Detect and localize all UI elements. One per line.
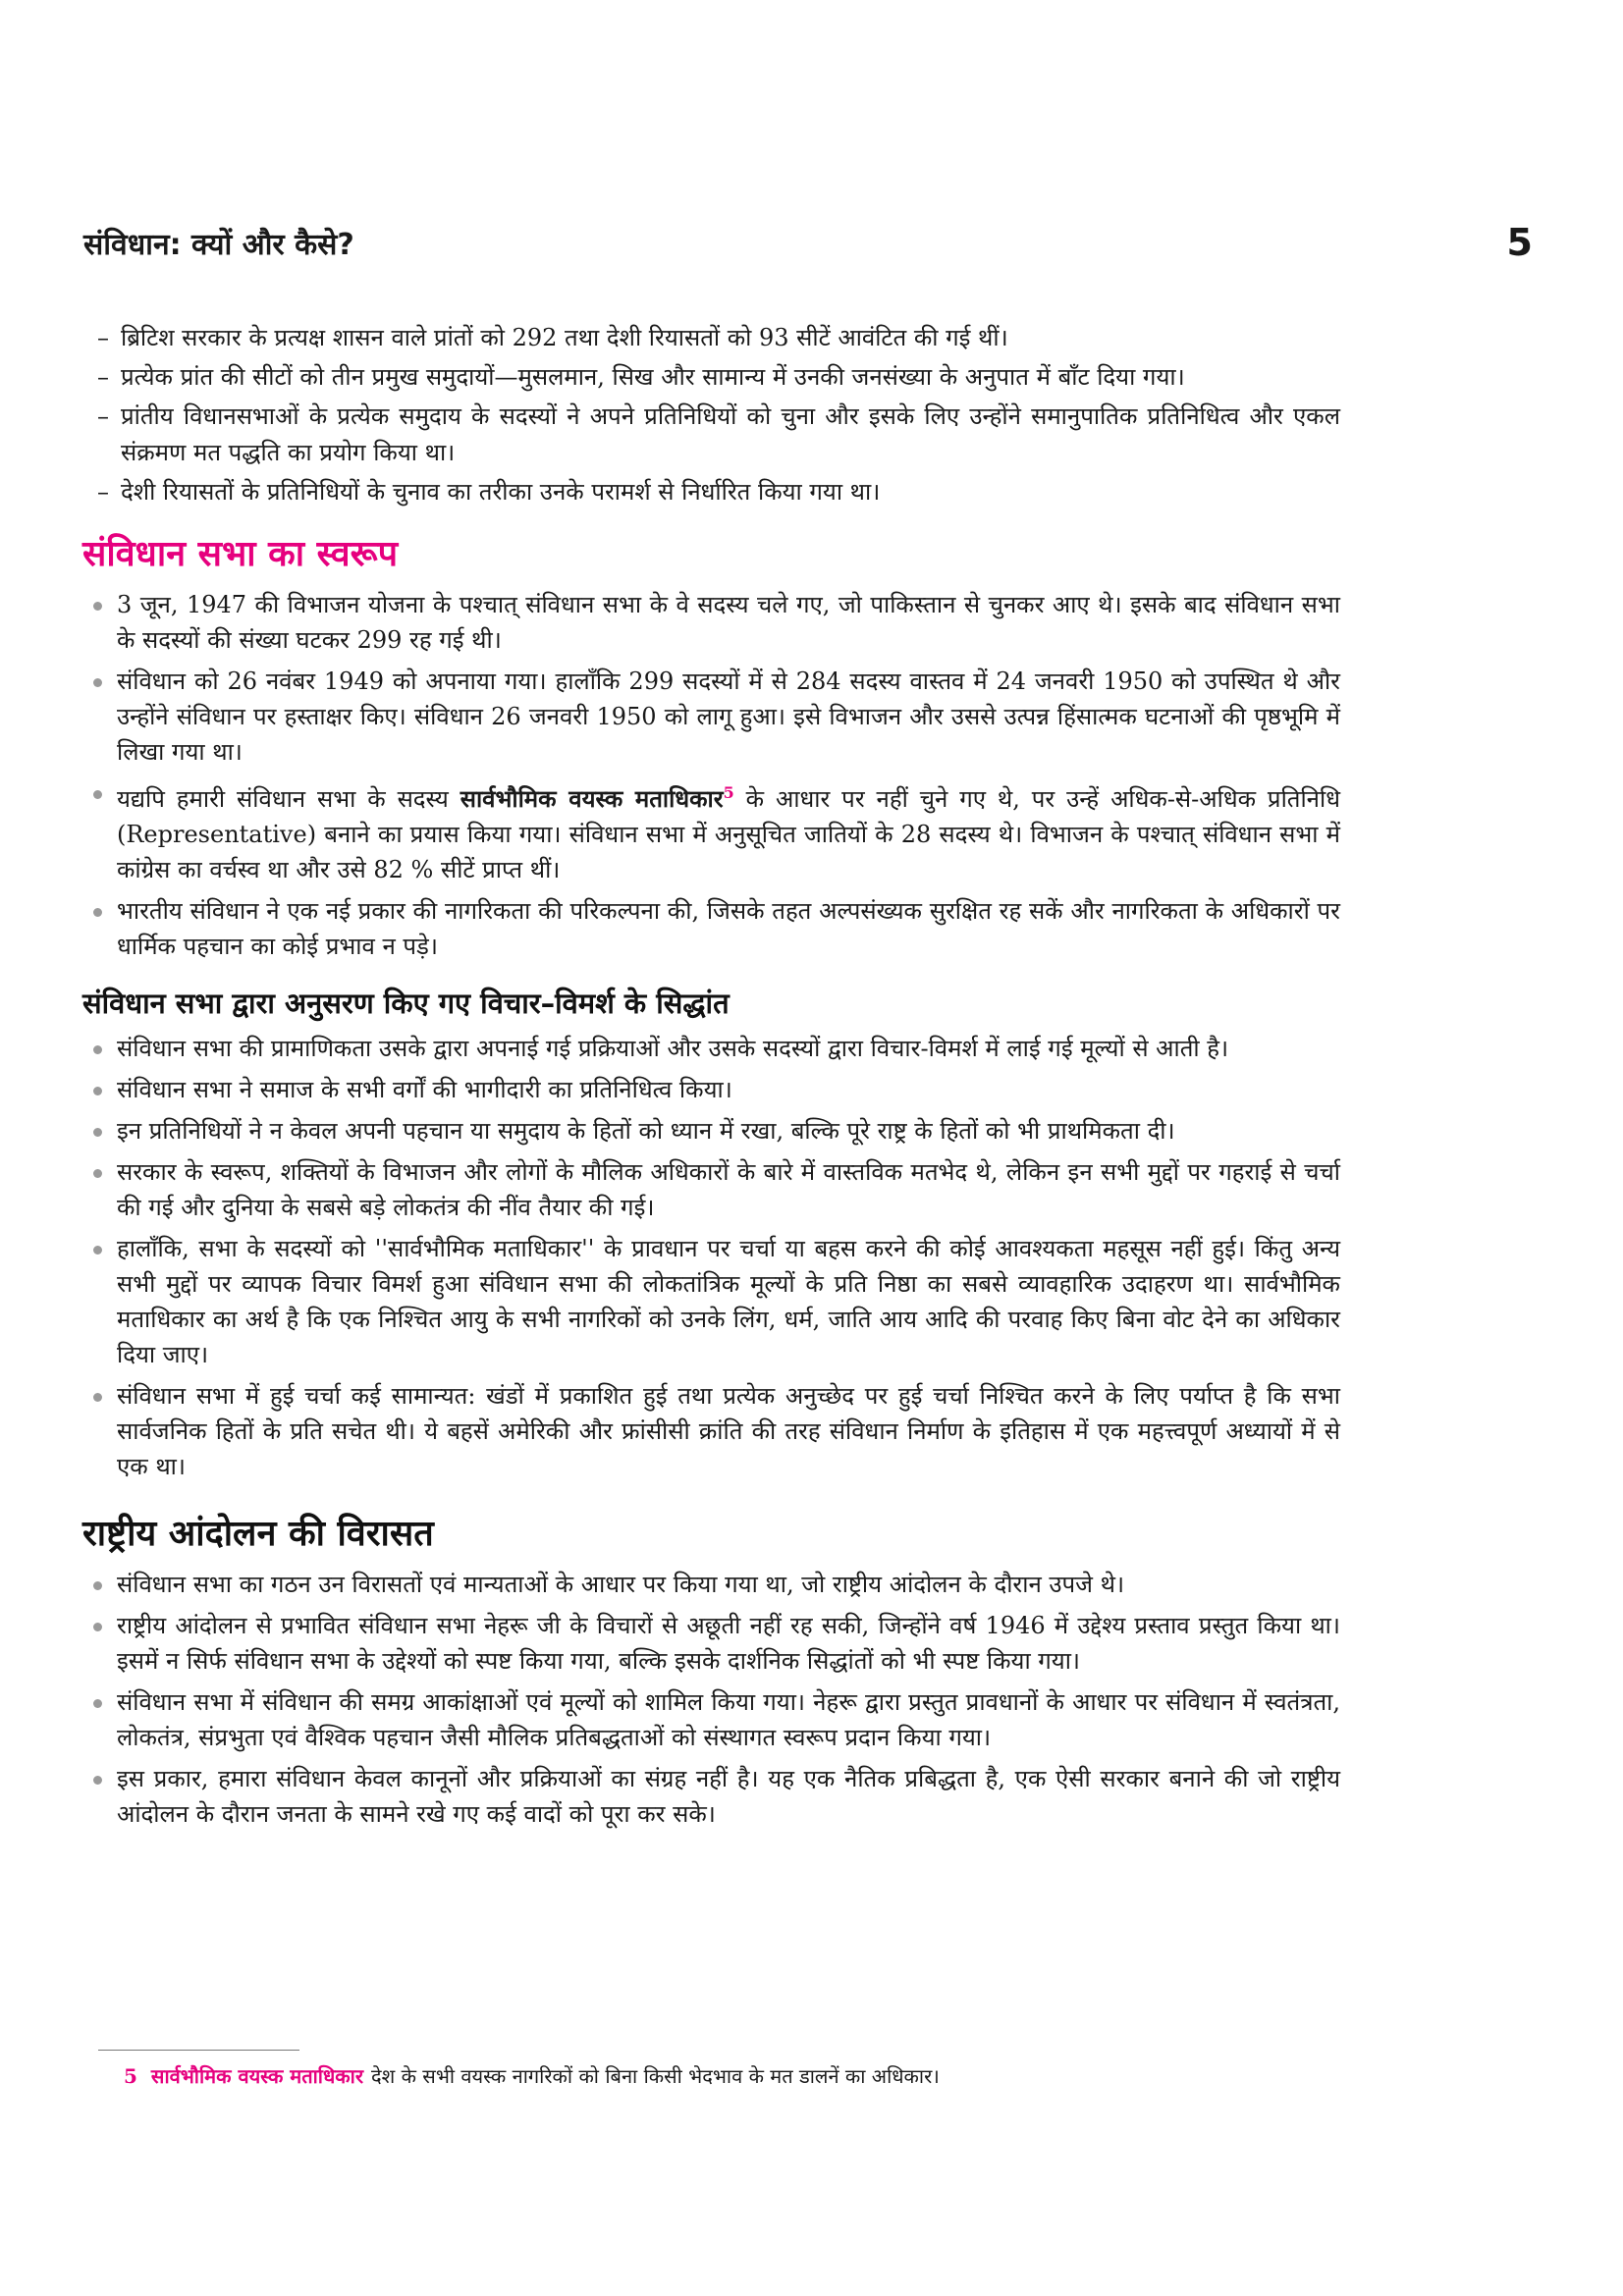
- list-item: इन प्रतिनिधियों ने न केवल अपनी पहचान या समुदाय के हितों को ध्यान में रखा, बल्कि पूरे राष्ट्र के हितों को भी प्राथमिकता दी।: [91, 1113, 1340, 1148]
- section-heading-national-movement-legacy: राष्ट्रीय आंदोलन की विरासत: [82, 1514, 434, 1554]
- list-item: संविधान सभा में संविधान की समग्र आकांक्षाओं एवं मूल्यों को शामिल किया गया। नेहरू द्वारा प्रस्तुत प्रावधानों के आधार पर संविधान में स्वतंत्रता, लोकतंत्र, संप्रभुता एवं वैश्विक पहचान जैसी मौलिक प्रतिबद्धताओं को संस्थागत स्वरूप प्रदान किया गया।: [91, 1684, 1340, 1755]
- list-item: संविधान सभा में हुई चर्चा कई सामान्यत: खंडों में प्रकाशित हुई तथा प्रत्येक अनुच्छेद पर हुई चर्चा निश्चित करने के लिए पर्याप्त है कि सभा सार्वजनिक हितों के प्रति सचेत थी। ये बहसें अमेरिकी और फ्रांसीसी क्रांति की तरह संविधान निर्माण के इतिहास में एक महत्त्वपूर्ण अध्यायों में से एक था।: [91, 1378, 1340, 1484]
- list-item: संविधान सभा की प्रामाणिकता उसके द्वारा अपनाई गई प्रक्रियाओं और उसके सदस्यों द्वारा विचार-विमर्श में लाई गई मूल्यों से आती है।: [91, 1031, 1340, 1066]
- section-heading-assembly-nature: संविधान सभा का स्वरूप: [82, 534, 399, 574]
- list-item: – देशी रियासतों के प्रतिनिधियों के चुनाव का तरीका उनके परामर्श से निर्धारित किया गया था।: [91, 474, 1340, 510]
- seat-allocation-list: [91, 320, 1340, 510]
- list-item: संविधान सभा का गठन उन विरासतों एवं मान्यताओं के आधार पर किया गया था, जो राष्ट्रीय आंदोलन के दौरान उपजे थे।: [91, 1567, 1340, 1602]
- section-3-bullets: [91, 1567, 1340, 1832]
- list-item: – प्रत्येक प्रांत की सीटों को तीन प्रमुख समुदायों—मुसलमान, सिख और सामान्य में उनकी जनसंख्या के अनुपात में बाँट दिया गया।: [91, 359, 1340, 396]
- list-item: संविधान सभा ने समाज के सभी वर्गों की भागीदारी का प्रतिनिधित्व किया।: [91, 1072, 1340, 1107]
- footnote-number: 5: [124, 2064, 137, 2088]
- list-item: भारतीय संविधान ने एक नई प्रकार की नागरिकता की परिकल्पना की, जिसके तहत अल्पसंख्यक सुरक्षित रह सकें और नागरिकता के अधिकारों पर धार्मिक पहचान का कोई प्रभाव न पड़े।: [91, 893, 1340, 964]
- footnote-reference: 5: [723, 783, 734, 802]
- footnote-divider: [98, 2050, 299, 2051]
- list-item: – ब्रिटिश सरकार के प्रत्यक्ष शासन वाले प्रांतों को 292 तथा देशी रियासतों को 93 सीटें आवंटित की गई थीं।: [91, 320, 1340, 356]
- list-item: संविधान को 26 नवंबर 1949 को अपनाया गया। हालाँकि 299 सदस्यों में से 284 सदस्य वास्तव में 24 जनवरी 1950 को उपस्थित थे और उन्होंने संविधान पर हस्ताक्षर किए। संविधान 26 जनवरी 1950 को लागू हुआ। इसे विभाजन और उससे उत्पन्न हिंसात्मक घटनाओं की पृष्ठभूमि में लिखा गया था।: [91, 664, 1340, 770]
- footnote: [124, 2061, 1351, 2091]
- section-2-bullets: [91, 1031, 1340, 1484]
- page-header: [83, 218, 1533, 267]
- list-item: [91, 775, 1340, 887]
- list-item: इस प्रकार, हमारा संविधान केवल कानूनों और प्रक्रियाओं का संग्रह नहीं है। यह एक नैतिक प्रबिद्धता है, एक ऐसी सरकार बनाने की जो राष्ट्रीय आंदोलन के दौरान जनता के सामने रखे गए कई वादों को पूरा कर सके।: [91, 1761, 1340, 1832]
- list-item: हालाँकि, सभा के सदस्यों को ''सार्वभौमिक मताधिकार'' के प्रावधान पर चर्चा या बहस करने की कोई आवश्यकता महसूस नहीं हुई। किंतु अन्य सभी मुद्दों पर व्यापक विचार विमर्श हुआ संविधान सभा की लोकतांत्रिक मूल्यों के प्रति निष्ठा का सबसे व्यावहारिक उदाहरण था। सार्वभौमिक मताधिकार का अर्थ है कि एक निश्चित आयु के सभी नागरिकों को उनके लिंग, धर्म, जाति आय आदि की परवाह किए बिना वोट देने का अधिकार दिया जाए।: [91, 1231, 1340, 1372]
- list-item: राष्ट्रीय आंदोलन से प्रभावित संविधान सभा नेहरू जी के विचारों से अछूती नहीं रह सकी, जिन्होंने वर्ष 1946 में उद्देश्य प्रस्ताव प्रस्तुत किया था। इसमें न सिर्फ संविधान सभा के उद्देश्यों को स्पष्ट किया गया, बल्कि इसके दार्शनिक सिद्धांतों को भी स्पष्ट किया गया।: [91, 1608, 1340, 1679]
- bullet-text: के आधार पर नहीं चुने गए थे, पर उन्हें अधिक-से-अधिक प्रतिनिधि (Representative) बनाने का प्रयास किया गया। संविधान सभा में अनुसूचित जातियों के 28 सदस्य थे। विभाजन के पश्चात् संविधान सभा में कांग्रेस का वर्चस्व था और उसे 82 % सीटें प्राप्त थीं।: [117, 785, 1340, 883]
- list-item: 3 जून, 1947 की विभाजन योजना के पश्चात् संविधान सभा के वे सदस्य चले गए, जो पाकिस्तान से चुनकर आए थे। इसके बाद संविधान सभा के सदस्यों की संख्या घटकर 299 रह गई थी।: [91, 587, 1340, 658]
- running-title: संविधान: क्यों और कैसे?: [83, 227, 354, 262]
- list-item: सरकार के स्वरूप, शक्तियों के विभाजन और लोगों के मौलिक अधिकारों के बारे में वास्तविक मतभेद थे, लेकिन इन सभी मुद्दों पर गहराई से चर्चा की गई और दुनिया के सबसे बड़े लोकतंत्र की नींव तैयार की गई।: [91, 1154, 1340, 1225]
- bullet-text: यद्यपि हमारी संविधान सभा के सदस्य: [117, 785, 460, 813]
- list-item: – प्रांतीय विधानसभाओं के प्रत्येक समुदाय के सदस्यों ने अपने प्रतिनिधियों को चुना और इसके लिए उन्होंने समानुपातिक प्रतिनिधित्व और एकल संक्रमण मत पद्धति का प्रयोग किया था।: [91, 399, 1340, 471]
- page-number: 5: [1506, 221, 1533, 264]
- section-heading-deliberation-principles: संविधान सभा द्वारा अनुसरण किए गए विचार–विमर्श के सिद्धांत: [82, 987, 730, 1020]
- key-term: सार्वभौमिक वयस्क मताधिकार: [460, 784, 724, 813]
- footnote-term: सार्वभौमिक वयस्क मताधिकार: [150, 2064, 364, 2088]
- section-1-bullets: [91, 587, 1340, 964]
- page-content: [82, 320, 1340, 1838]
- footnote-text: देश के सभी वयस्क नागरिकों को बिना किसी भेदभाव के मत डालनें का अधिकार।: [371, 2064, 940, 2088]
